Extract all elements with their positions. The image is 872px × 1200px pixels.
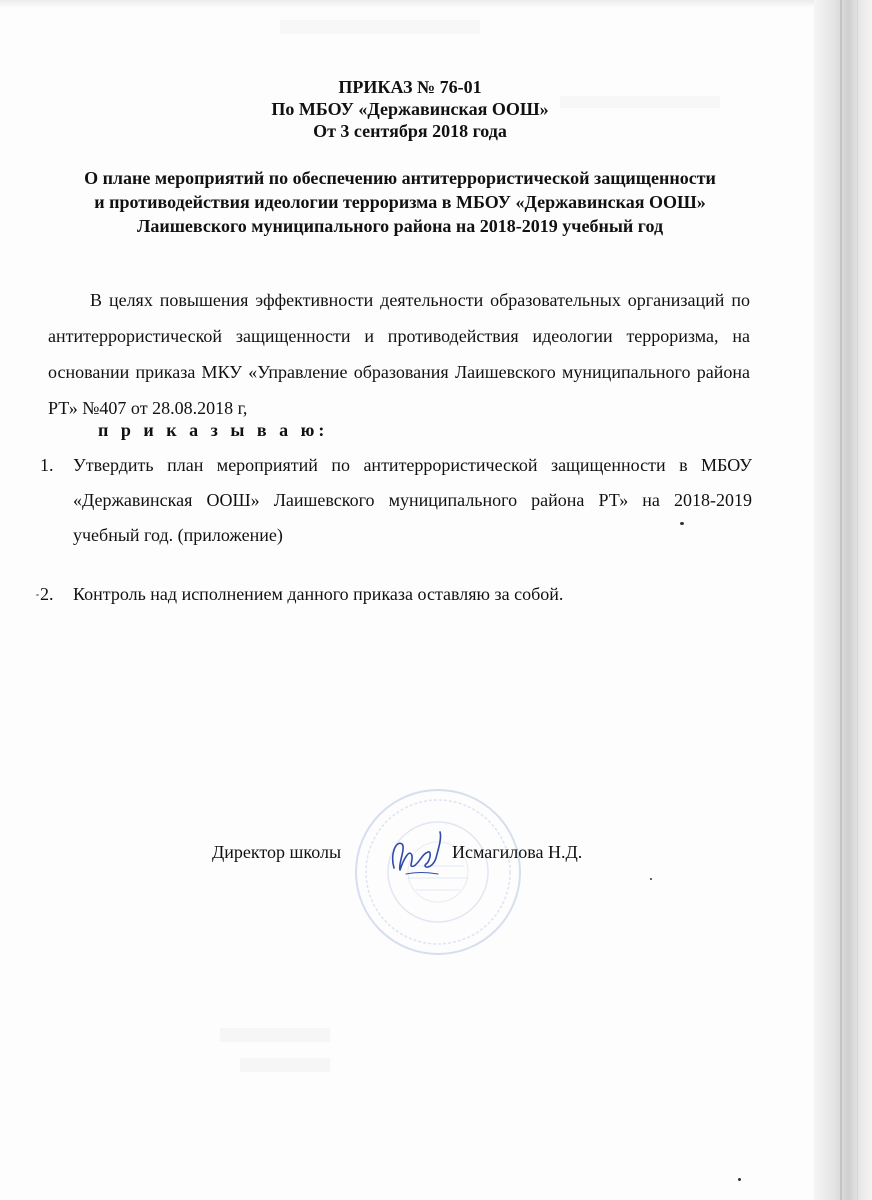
page-edge-line-inner [857, 0, 858, 1200]
page-edge-line [840, 0, 842, 1200]
signatory-role: Директор школы [212, 842, 342, 862]
bleed-through-mark [220, 1028, 330, 1042]
order-command: п р и к а з ы в а ю: [98, 420, 329, 440]
list-item-text: Контроль над исполнением данного приказа оставляю за собой. [73, 584, 564, 604]
list-item-text: Утвердить план мероприятий по антитеррористической защищенности в МБОУ «Державинская ООШ» Лаишевского муниципального района РТ» на 2018-2019 учебный год. (приложение) [73, 455, 752, 545]
bleed-through-mark [280, 20, 480, 34]
title-line-1: О плане мероприятий по обеспечению антитеррористической защищенности [84, 168, 716, 188]
list-item-number: 1. [40, 455, 54, 475]
signatory-name: Исмагилова Н.Д. [452, 842, 583, 862]
order-number: ПРИКАЗ № 76-01 [338, 77, 482, 97]
page-edge-shadow [814, 0, 872, 1200]
preamble-paragraph: В целях повышения эффективности деятельности образовательных организаций по антитеррористической защищенности и противодействия идеологии терроризма, на основании приказа МКУ «Управление образования Лаишевского муниципального района РТ» №407 от 28.08.2018 г, [48, 290, 750, 418]
list-item-number: 2. [40, 584, 54, 604]
scan-speck [650, 878, 652, 880]
organization-line: По МБОУ «Державинская ООШ» [271, 99, 549, 119]
scan-speck [36, 594, 39, 596]
scan-top-shade [0, 0, 820, 8]
list-item [40, 448, 752, 553]
order-date: От 3 сентября 2018 года [313, 121, 507, 141]
title-line-3: Лаишевского муниципального района на 2018-2019 учебный год [136, 216, 664, 236]
title-line-2: и противодействия идеологии терроризма в МБОУ «Державинская ООШ» [94, 192, 706, 212]
bleed-through-mark [240, 1058, 330, 1072]
order-header [0, 76, 820, 142]
order-title [30, 166, 770, 238]
list-item [40, 577, 752, 612]
order-items-list [40, 448, 752, 612]
scan-speck [738, 1178, 741, 1181]
scan-speck [680, 522, 684, 525]
signature-row [212, 842, 632, 882]
